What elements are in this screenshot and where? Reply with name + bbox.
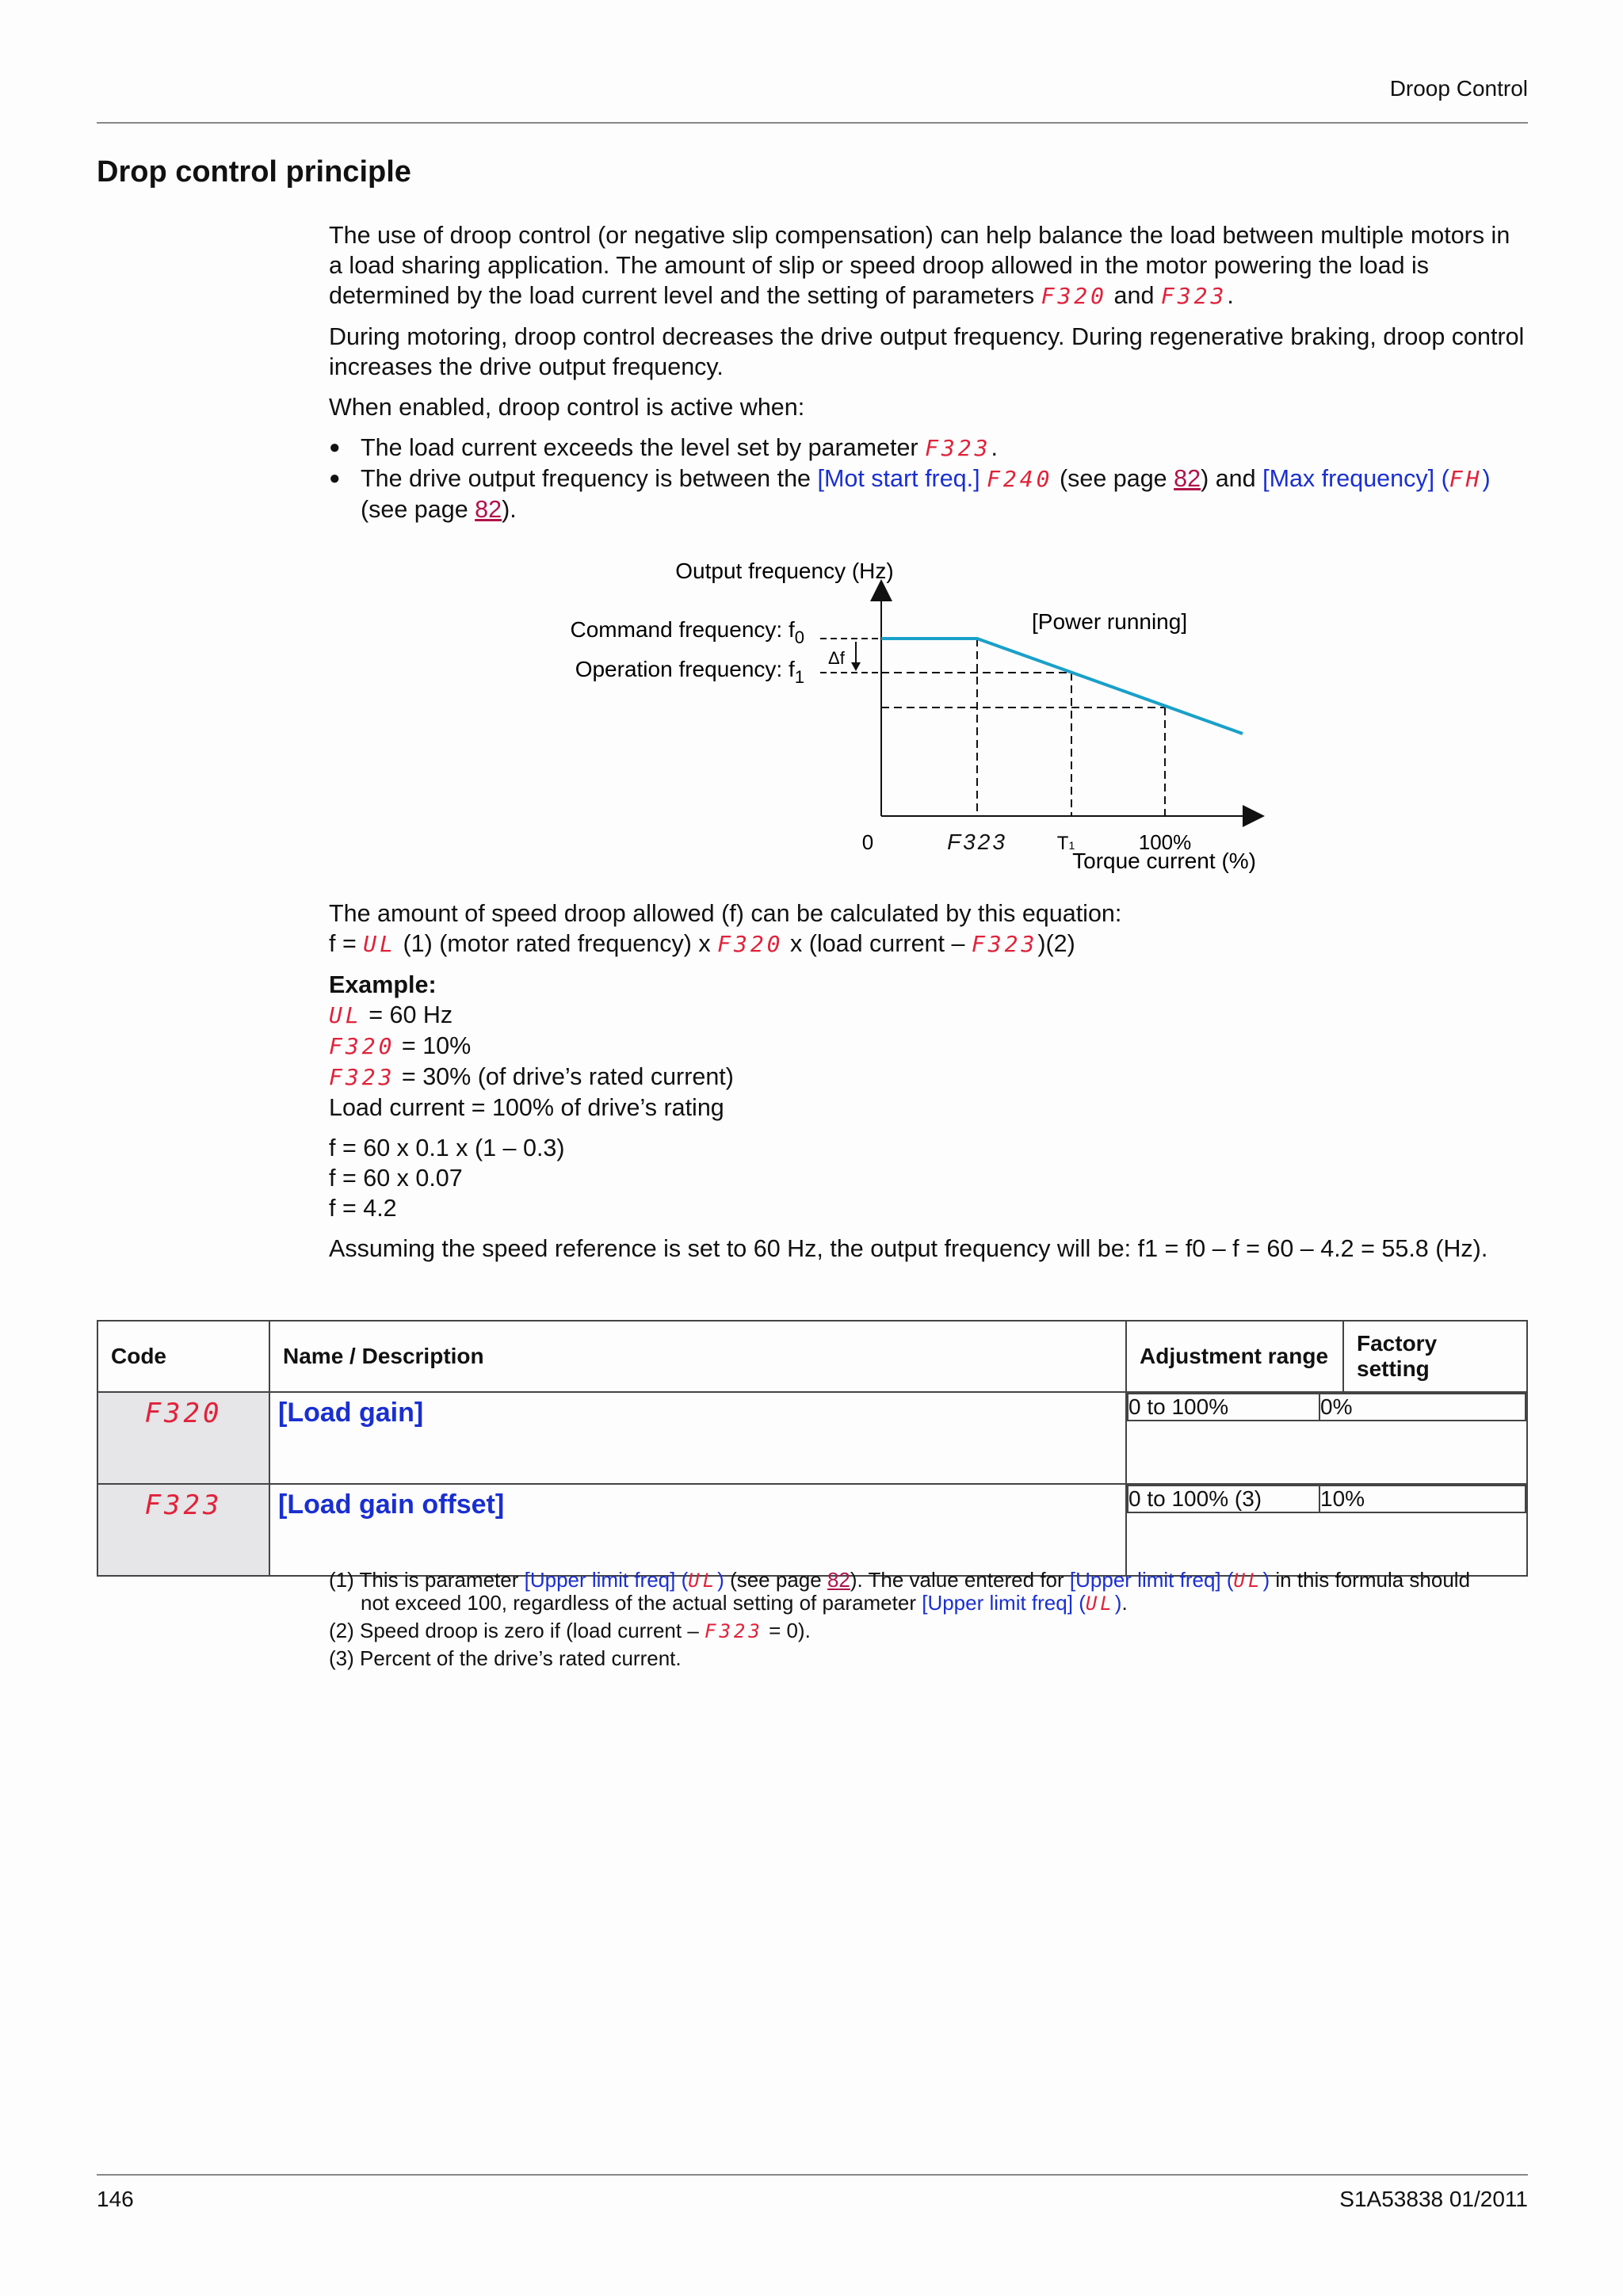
footer-rule: [97, 2174, 1528, 2176]
row-code: F320: [144, 1398, 223, 1429]
row-name[interactable]: [Load gain offset]: [269, 1484, 1126, 1576]
condition-item-2: ● The drive output frequency is between the [Mot start freq.] F240 (see page 82) and [Max frequency] (FH) (see page 82).: [329, 463, 1529, 524]
parameter-table: [97, 1320, 1528, 1577]
upper-limit-freq-link[interactable]: [Upper limit freq]: [524, 1568, 676, 1592]
intro-paragraph-2: During motoring, droop control decreases the drive output frequency. During regenerative braking, droop control increases the drive output frequency.: [329, 323, 1525, 380]
intro-text-1: The use of droop control (or negative slip compensation) can help balance the load between multiple motors in a load sharing application. The amount of slip or speed droop allowed in the motor powering the load is determined by the load current level and the setting of parameters: [329, 222, 1510, 309]
tick-f323: F323: [947, 830, 1007, 854]
table-row: [97, 1392, 1527, 1484]
example-line-1: [329, 1000, 1529, 1031]
condition-text-1: The load current exceeds the level set by parameter: [361, 434, 918, 461]
footnote-1-continuation: not exceed 100, regardless of the actual setting of parameter [Upper limit freq] (UL).: [361, 1591, 1128, 1615]
equation: [329, 929, 1529, 959]
footnote-text: (1) This is parameter: [329, 1568, 519, 1592]
example-value-2: = 10%: [401, 1032, 472, 1059]
example-block: [329, 970, 1529, 1123]
example-value-3: = 30% (of drive’s rated current): [401, 1063, 734, 1090]
row-factory: 0%: [1319, 1394, 1526, 1421]
and-text: and: [1113, 282, 1155, 309]
condition-item-1: ● The load current exceeds the level set by parameter F323.: [329, 433, 1529, 463]
command-frequency-label: Command frequency: $f_0$: [570, 617, 804, 647]
footnote-3: (3) Percent of the drive’s rated current.: [329, 1646, 682, 1670]
param-code-f323: F323: [1160, 283, 1228, 309]
row-code-cell: [97, 1392, 269, 1484]
power-running-label: [Power running]: [1032, 609, 1188, 634]
see-page-text: (see page: [1059, 465, 1167, 492]
header-range: Adjustment range: [1126, 1321, 1343, 1392]
row-range-cell: [1126, 1392, 1527, 1484]
equation-f: f =: [329, 930, 357, 957]
calc-line-3: f = 4.2: [329, 1195, 397, 1222]
row-range-cell: [1126, 1484, 1527, 1576]
example-line-4: Load current = 100% of drive’s rating: [329, 1094, 724, 1121]
calc-line-1: f = 60 x 0.1 x (1 – 0.3): [329, 1135, 565, 1161]
footnote-text: (see page: [730, 1568, 822, 1592]
see-page-text: (see page: [361, 496, 468, 523]
footnote-text: (2) Speed droop is zero if (load current –: [329, 1619, 699, 1642]
footnotes: [329, 1569, 1529, 1674]
x-axis-label: Torque current (%): [1072, 849, 1256, 873]
param-code-ul: UL: [688, 1569, 718, 1592]
droop-diagram: [0, 547, 1623, 879]
document-id: S1A53838 01/2011: [1339, 2187, 1528, 2211]
footnote-text: = 0).: [769, 1619, 811, 1642]
footnote-text: not exceed 100, regardless of the actual setting of parameter: [361, 1591, 916, 1615]
param-code-ul: UL: [329, 1002, 362, 1028]
example-value-1: = 60 Hz: [369, 1001, 453, 1028]
row-code-cell: [97, 1484, 269, 1576]
equation-part-2: x (load current –: [790, 930, 965, 957]
intro-paragraph-3: When enabled, droop control is active when:: [329, 394, 805, 421]
param-code-f323: F323: [705, 1620, 763, 1642]
param-code-fh: FH: [1449, 466, 1483, 492]
header-factory: Factory setting: [1343, 1321, 1527, 1392]
row-code: F323: [144, 1489, 223, 1521]
param-code-f323: F323: [971, 931, 1038, 957]
row-name[interactable]: [Load gain]: [269, 1392, 1126, 1484]
mot-start-freq-link[interactable]: [Mot start freq.]: [817, 465, 980, 492]
table-header-row: [97, 1321, 1527, 1392]
header-rule: [97, 122, 1528, 124]
and-text: ) and: [1201, 465, 1256, 492]
equation-part-1: (1) (motor rated frequency) x: [403, 930, 711, 957]
param-code-f323: F323: [925, 435, 991, 461]
conclusion: Assuming the speed reference is set to 60 Hz, the output frequency will be: f1 = f0 – f = 60 – 4.2 = 55.8 (Hz).: [329, 1235, 1488, 1262]
page-link-82[interactable]: 82: [827, 1568, 850, 1592]
page-link-82[interactable]: 82: [1174, 465, 1201, 492]
upper-limit-freq-link[interactable]: [Upper limit freq]: [922, 1591, 1073, 1615]
example-title: Example:: [329, 971, 437, 998]
row-range: 0 to 100%: [1128, 1394, 1319, 1421]
param-code-f240: F240: [987, 466, 1053, 492]
page-link-82[interactable]: 82: [475, 496, 502, 523]
tick-100: 100%: [1138, 830, 1192, 854]
y-axis-label: Output frequency (Hz): [675, 559, 894, 583]
header-name: Name / Description: [269, 1321, 1126, 1392]
max-frequency-link[interactable]: [Max frequency]: [1262, 465, 1435, 492]
footnote-1: (1) This is parameter [Upper limit freq] (UL) (see page 82). The value entered for [Upper limit freq] (UL) in this formula should not exceed 100, regardless of the actual setting of parameter [Upper limit freq] (UL).: [329, 1569, 1529, 1615]
footnote-2: [329, 1619, 1529, 1642]
section-title: Drop control principle: [97, 155, 411, 189]
equation-intro: The amount of speed droop allowed (f) can be calculated by this equation:: [329, 900, 1122, 927]
table-row: [97, 1484, 1527, 1576]
equation-part-3: )(2): [1037, 930, 1075, 957]
param-code-ul: UL: [1233, 1569, 1263, 1592]
param-code-f320: F320: [1041, 283, 1108, 309]
intro-paragraph-1: The use of droop control (or negative slip compensation) can help balance the load between multiple motors in a load sharing application. The amount of slip or speed droop allowed in the motor powering the load is determined by the load current level and the setting of parameters F320 and F323.: [329, 222, 1510, 309]
calc-line-2: f = 60 x 0.07: [329, 1165, 463, 1192]
condition-text-2: The drive output frequency is between the: [361, 465, 811, 492]
intro-section: [329, 220, 1529, 524]
row-factory: 10%: [1319, 1486, 1526, 1512]
header-code: Code: [97, 1321, 269, 1392]
header-title: Droop Control: [1389, 76, 1528, 101]
condition-list: [329, 433, 1529, 524]
operation-frequency-label: Operation frequency: $f_1$: [575, 657, 804, 687]
footnote-text: in this formula should: [1275, 1568, 1471, 1592]
example-line-3: [329, 1062, 1529, 1093]
page-number: 146: [97, 2187, 134, 2211]
param-code-ul: UL: [1085, 1592, 1115, 1615]
param-code-ul: UL: [363, 931, 396, 957]
param-code-f320: F320: [717, 931, 784, 957]
droop-curve: [881, 639, 1243, 734]
param-code-f323: F323: [329, 1064, 395, 1090]
row-range: 0 to 100% (3): [1128, 1486, 1319, 1512]
equation-section: [329, 898, 1529, 1264]
delta-f-label: Δf: [828, 648, 845, 668]
calculation-block: [329, 1133, 1529, 1223]
origin-label: 0: [861, 830, 874, 854]
param-code-f320: F320: [329, 1033, 395, 1059]
tick-t1: T1: [1056, 833, 1075, 854]
example-line-2: [329, 1031, 1529, 1062]
upper-limit-freq-link[interactable]: [Upper limit freq]: [1069, 1568, 1221, 1592]
footnote-text: ). The value entered for: [850, 1568, 1064, 1592]
